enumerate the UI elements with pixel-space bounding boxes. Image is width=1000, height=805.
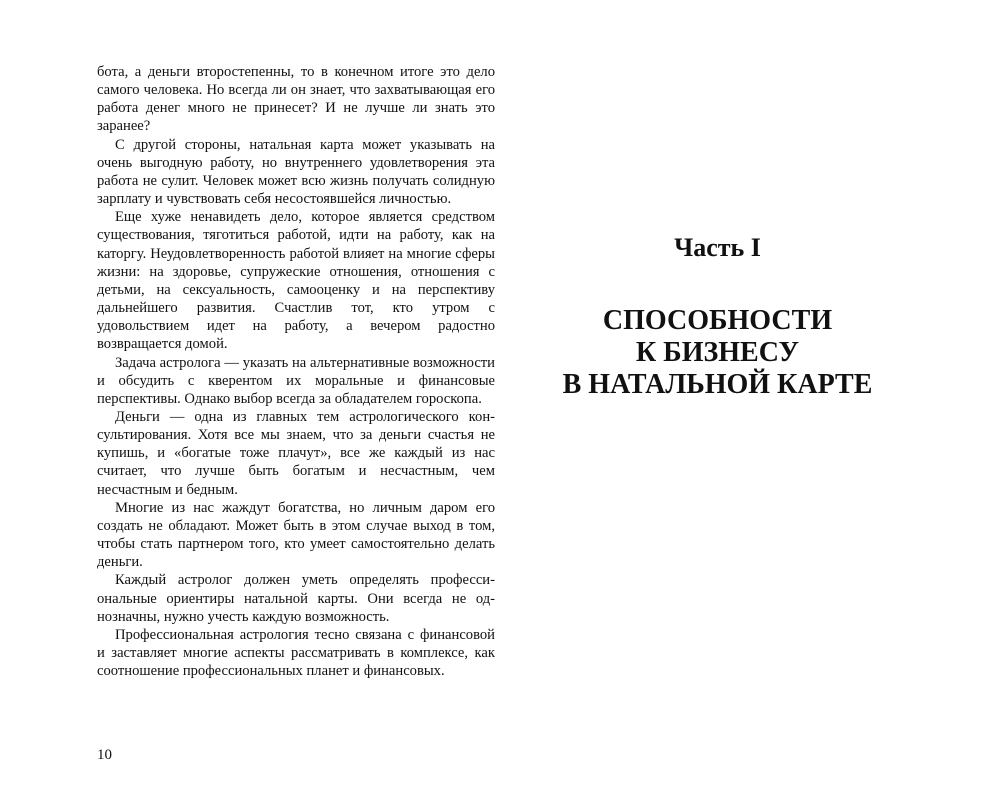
section-title-line: СПОСОБНОСТИ <box>602 305 833 336</box>
paragraph: Многие из нас жаждут богатства, но личным даром его создать не обладают. Может быть в этом случае выход в том, чтобы стать партнером того, кто умеет самостоятельно делать деньги. <box>97 499 495 571</box>
right-page <box>520 0 915 805</box>
section-title <box>520 305 915 401</box>
part-title: Часть I <box>674 233 761 262</box>
paragraph: Задача астролога — указать на альтернативные возможности и обсудить с кверентом их моральные и финансовые перспективы. Однако выбор всегда за обладателем гороскопа. <box>97 354 495 407</box>
section-title-line: К БИЗНЕСУ <box>635 337 800 368</box>
paragraph: С другой стороны, натальная карта может указывать на очень выгодную работу, но внутреннего удовлетворения эта работа не сулит. Человек может всю жизнь получать солидную зарплату и чувствовать себя несостоявшейся личностью. <box>97 136 495 208</box>
paragraph: Каждый астролог должен уметь определять профессиональные ориентиры натальной карты. Они всегда не однозначны, нужно учесть каждую возможность. <box>97 572 495 625</box>
page-number: 10 <box>97 747 112 763</box>
paragraph: Деньги — одна из главных тем астрологического консультирования. Хотя все мы знаем, что за деньги счастья не купишь, и «богатые тоже плачут», все же каждый из нас считает, что лучше быть богатым и несчастным, чем несчастным и бедным. <box>97 408 495 498</box>
section-title-line: В НАТАЛЬНОЙ КАРТЕ <box>562 369 873 400</box>
paragraph: Еще хуже ненавидеть дело, которое является средством существования, тяготиться работой, идти на работу, как на каторгу. Неудовлетворенность работой влияет на многие сферы жизни: на здоровье, супружеские отношения, отношения с детьми, на сексуальность, самооценку и на перспективу дальнейшего развития. Счастлив тот, кто утром с удовольствием идет на работу, а вечером радостно возвращается домой. <box>97 209 495 353</box>
paragraph: Профессиональная астрология тесно связана с финансовой и заставляет многие аспекты рассматривать в комплексе, как соотношение профессиональных планет и финансовых. <box>97 626 495 680</box>
paragraph: бота, а деньги второстепенны, то в конечном итоге это дело самого человека. Но всегда ли он знает, что захватывающая его работа денег много не принесет? И не лучше ли знать это заранее? <box>97 64 495 135</box>
left-page-body <box>97 63 495 680</box>
